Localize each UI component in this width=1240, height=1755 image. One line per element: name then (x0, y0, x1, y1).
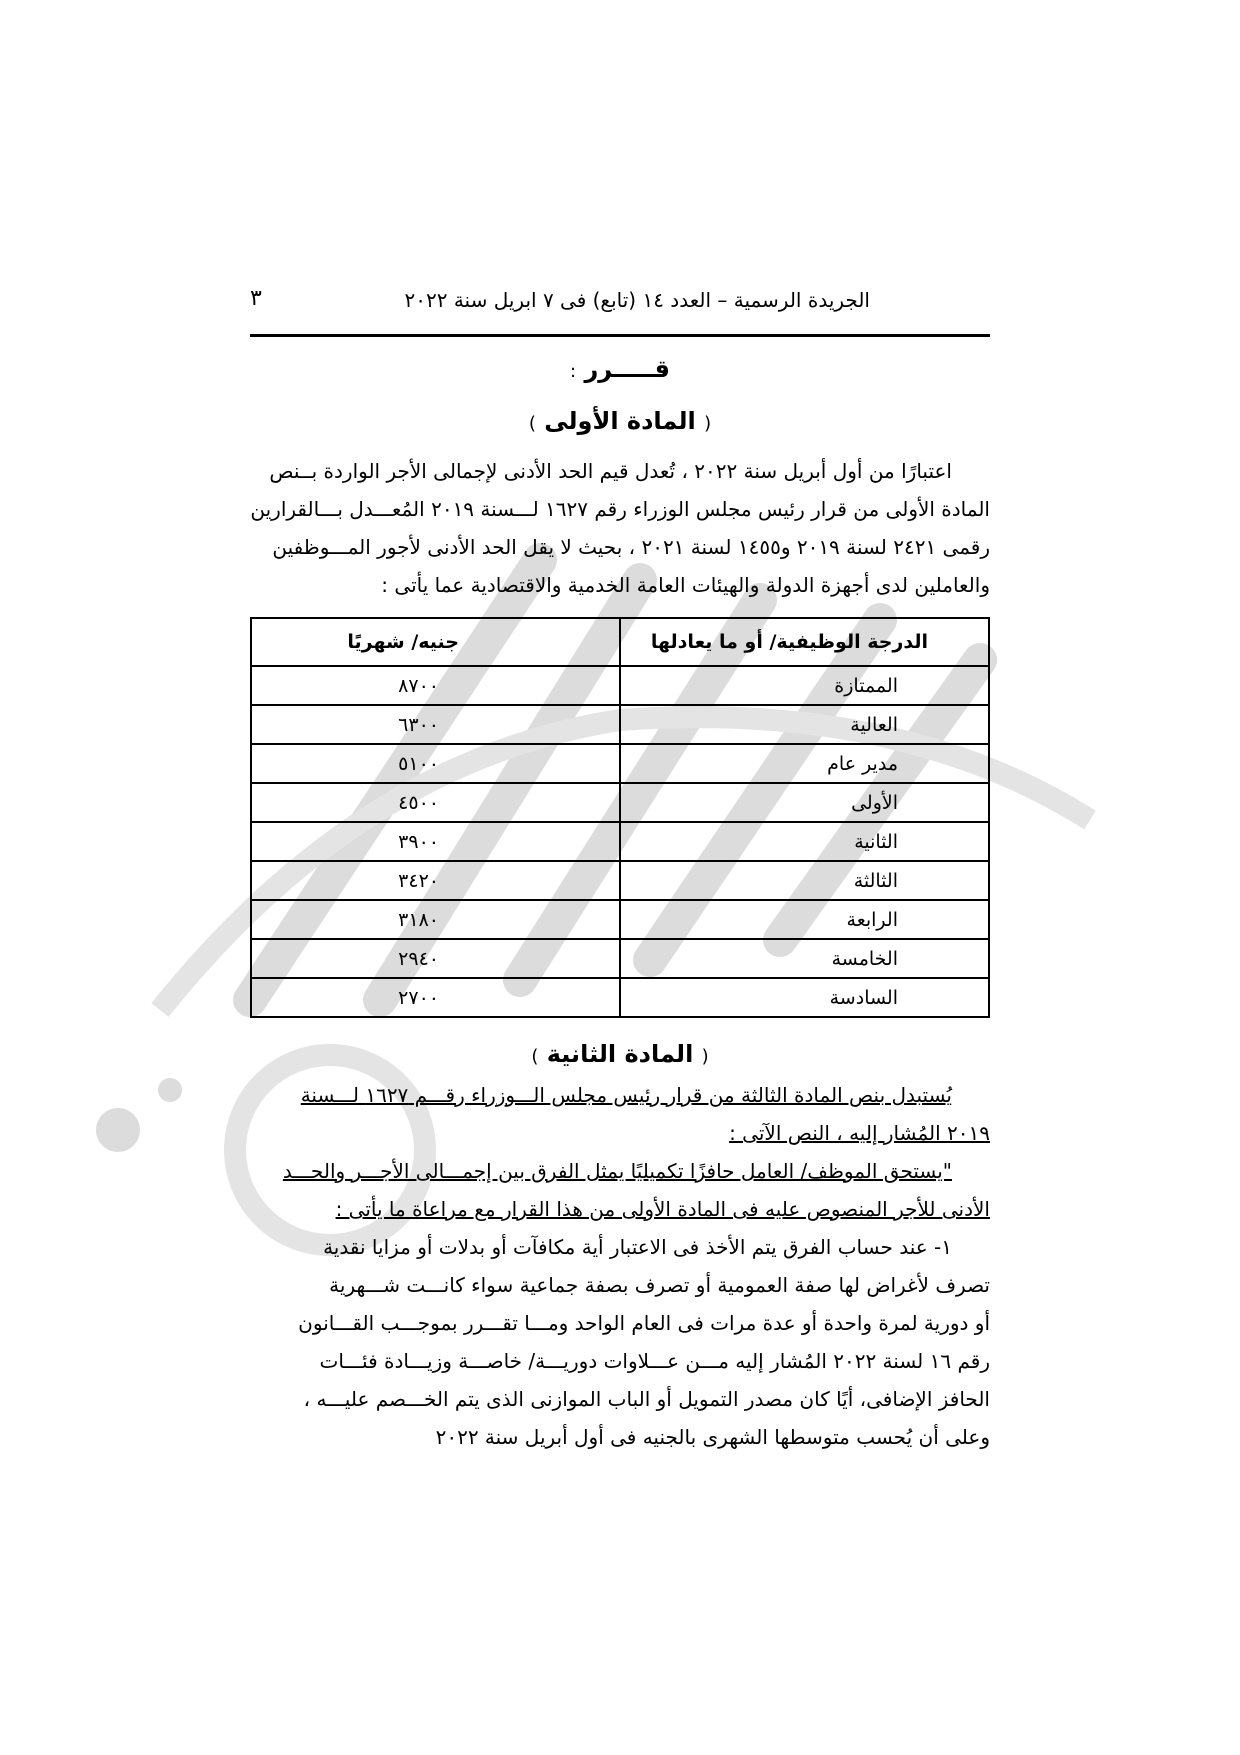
table-row (251, 900, 989, 939)
grade-cell: السادسة (620, 978, 989, 1017)
grade-cell: الممتازة (620, 666, 989, 705)
table-row (251, 939, 989, 978)
article1-line: رقمى ٢٤٢١ لسنة ٢٠١٩ و١٤٥٥ لسنة ٢٠٢١ ، بحيث لا يقل الحد الأدنى لأجور المـــوظفين (272, 535, 990, 559)
table-row (251, 744, 989, 783)
decision-heading (250, 355, 990, 383)
decision-colon: : (570, 361, 577, 382)
article2-item-line: الحافز الإضافى، أيًا كان مصدر التمويل أو الباب الموازنى الذى يتم الخـــصم عليـــه ، (303, 1387, 990, 1411)
grade-cell: مدير عام (620, 744, 989, 783)
amount-cell: ٣٩٠٠ (251, 822, 620, 861)
amount-cell: ٤٥٠٠ (251, 783, 620, 822)
grade-cell: الأولى (620, 783, 989, 822)
article1-close-paren: ) (528, 413, 536, 434)
minimum-wage-table (250, 617, 990, 1018)
amount-cell: ٨٧٠٠ (251, 666, 620, 705)
table-row (251, 822, 989, 861)
amount-cell: ٥١٠٠ (251, 744, 620, 783)
article2-body (250, 1076, 990, 1456)
article1-title: المادة الأولى (544, 407, 696, 435)
article2-heading (250, 1040, 990, 1068)
grade-column-header: الدرجة الوظيفية/ أو ما يعادلها (620, 618, 989, 666)
amount-cell: ٣١٨٠ (251, 900, 620, 939)
article2-item-line: وعلى أن يُحسب متوسطها الشهرى بالجنيه فى أول أبريل سنة ٢٠٢٢ (435, 1425, 990, 1449)
gazette-title: الجريدة الرسمية – العدد ١٤ (تابع) فى ٧ ابريل سنة ٢٠٢٢ (404, 288, 870, 312)
article1-body (250, 452, 990, 604)
article2-open-paren: ( (701, 1046, 709, 1067)
article2-quote-line: "يستحق الموظف/ العامل حافزًا تكميليًا يمثل الفرق بين إجمـــالى الأجـــر والحـــد (282, 1159, 952, 1183)
article2-quote-line: الأدنى للأجر المنصوص عليه فى المادة الأولى من هذا القرار مع مراعاة ما يأتى : (335, 1197, 990, 1221)
grade-cell: الثانية (620, 822, 989, 861)
amount-column-header: جنيه/ شهريًا (251, 618, 620, 666)
grade-cell: الثالثة (620, 861, 989, 900)
article2-item-line: تصرف لأغراض لها صفة العمومية أو تصرف بصفة جماعية سواء كانـــت شـــهرية (329, 1273, 990, 1297)
article1-heading (250, 407, 990, 435)
table-row (251, 705, 989, 744)
page-header (250, 282, 990, 322)
table-row (251, 861, 989, 900)
article2-close-paren: ) (531, 1046, 539, 1067)
table-row (251, 783, 989, 822)
article2-title: المادة الثانية (546, 1040, 694, 1068)
table-row (251, 978, 989, 1017)
article1-line: المادة الأولى من قرار رئيس مجلس الوزراء رقم ١٦٢٧ لـــسنة ٢٠١٩ المُعـــدل بـــالقرارين (250, 497, 990, 521)
grade-cell: الخامسة (620, 939, 989, 978)
article2-item-line: أو دورية لمرة واحدة أو عدة مرات فى العام الواحد ومـــا تقـــرر بموجـــب القـــانون (298, 1311, 990, 1335)
table-header-row (251, 618, 989, 666)
header-divider (250, 334, 990, 337)
decision-label: قـــــرر (584, 355, 670, 383)
table-row (251, 666, 989, 705)
article2-item-line: رقم ١٦ لسنة ٢٠٢٢ المُشار إليه مـــن عـــلاوات دوريـــة/ خاصـــة وزيـــادة فئـــات (319, 1349, 990, 1373)
article1-open-paren: ( (704, 413, 712, 434)
amount-cell: ٣٤٢٠ (251, 861, 620, 900)
article1-line: اعتبارًا من أول أبريل سنة ٢٠٢٢ ، تُعدل قيم الحد الأدنى لإجمالى الأجر الواردة بــنص (269, 459, 952, 483)
article2-intro-line: يُستبدل بنص المادة الثالثة من قرار رئيس مجلس الـــوزراء رقـــم ١٦٢٧ لـــسنة (300, 1083, 952, 1107)
grade-cell: العالية (620, 705, 989, 744)
amount-cell: ٢٩٤٠ (251, 939, 620, 978)
article2-item-line: ١- عند حساب الفرق يتم الأخذ فى الاعتبار أية مكافآت أو بدلات أو مزايا نقدية (323, 1235, 952, 1259)
amount-cell: ٢٧٠٠ (251, 978, 620, 1017)
page-number: ٣ (250, 286, 262, 311)
article1-line: والعاملين لدى أجهزة الدولة والهيئات العامة الخدمية والاقتصادية عما يأتى : (381, 573, 990, 597)
amount-cell: ٦٣٠٠ (251, 705, 620, 744)
grade-cell: الرابعة (620, 900, 989, 939)
article2-intro-line: ٢٠١٩ المُشار إليه ، النص الآتى : (729, 1121, 990, 1145)
